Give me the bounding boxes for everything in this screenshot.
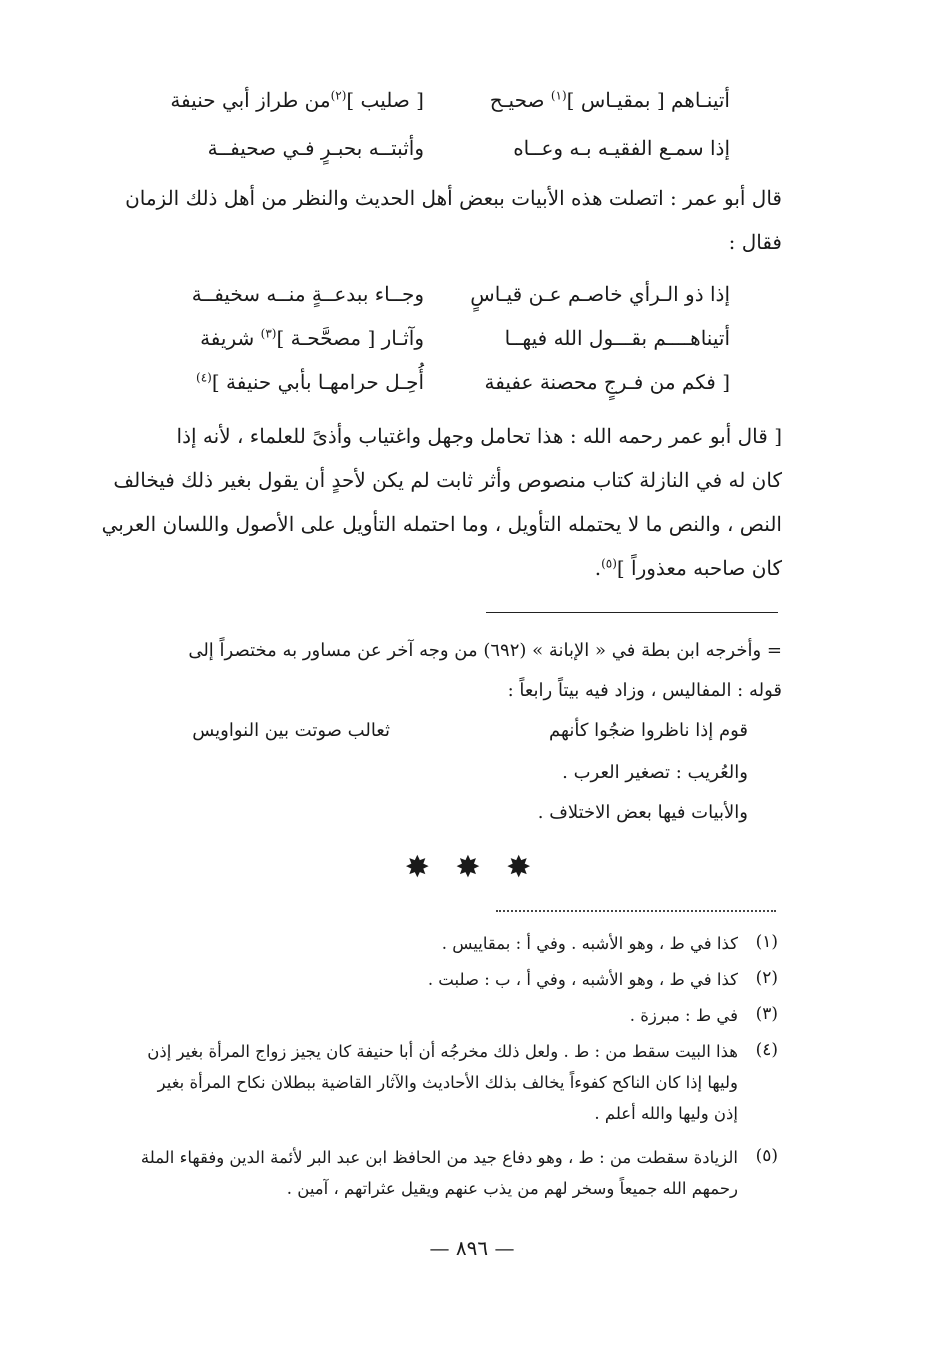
- verse-4-hemistich-2: وآثـار [ مصحَّحـة ]$^{(٣)}$ شريفة: [200, 326, 424, 350]
- verse-3-hemistich-1: إذا ذو الـرأي خاصـم عـن قيـاسٍ: [470, 282, 730, 306]
- verse-1-hemistich-2: [ صليب ]$^{(٢)}$من طراز أبي حنيفة: [170, 88, 424, 112]
- verse-2-hemistich-1: إذا سمـع الفقيـه بـه وعــاه: [513, 136, 730, 160]
- paragraph-line: [ قال أبو عمر رحمه الله : هذا تحامل وجهل واغتياب وأذىً للعلماء ، لأنه إذا: [176, 424, 782, 448]
- verse-5-hemistich-2: أُحِـل حرامهـا بأبي حنيفة ]$^{(٤)}$: [196, 370, 424, 394]
- page-number: — ٨٩٦ —: [429, 1236, 515, 1260]
- footnote-number: (٤): [755, 1040, 778, 1060]
- verse-4-hemistich-1: أتيناهــــم بقـــول الله فيهــا: [504, 326, 730, 350]
- footnote-text: هذا البيت سقط من : ط . ولعل ذلك مخرجُه أن أبا حنيفة كان يجيز زواج المرأة بغير إذن وليها إذا كان الناكح كفوءاً يخالف بذلك الأحاديث والآثار القاضية ببطلان نكاح المرأة بغير إذن وليها والله أعلم .: [147, 1042, 738, 1123]
- verse-1-hemistich-1: أتينـاهم [ بمقيـاس ]$^{(١)}$ صحيـح: [489, 88, 730, 112]
- note-line: والعُريب : تصغير العرب .: [562, 762, 748, 783]
- footnote-number: (٢): [755, 968, 778, 988]
- paragraph-line: قال أبو عمر : اتصلت هذه الأبيات ببعض أهل الحديث والنظر من أهل ذلك الزمان: [125, 186, 782, 210]
- footnote-text: كذا في ط ، وهو الأشبه ، وفي أ ، ب : صلبت .: [427, 970, 738, 989]
- paragraph-line: كان له في النازلة كتاب منصوص وأثر ثابت لم يكن لأحدٍ أن يقول بغير ذلك فيخالف: [113, 468, 782, 492]
- note-line: قوله : المفاليس ، وزاد فيه بيتاً رابعاً :: [507, 680, 782, 701]
- footnote-rule: [486, 612, 778, 613]
- note-verse-hemistich-2: ثعالب صوتت بين النواويس: [192, 720, 390, 741]
- note-line: = وأخرجه ابن بطة في « الإبانة » (٦٩٢) من وجه آخر عن مساور به مختصراً إلى: [188, 640, 782, 661]
- footnote-number: (٣): [755, 1004, 778, 1024]
- verse-3-hemistich-2: وجــاء ببدعــةٍ منــه سخيفــة: [191, 282, 424, 306]
- paragraph-line: فقال :: [728, 230, 782, 254]
- verse-2-hemistich-2: وأثبتــه بحبـرٍ فـي صحيفــة: [207, 136, 424, 160]
- footnote-text: كذا في ط ، وهو الأشبه . وفي أ : بمقاييس .: [441, 934, 738, 953]
- paragraph-line: النص ، والنص ما لا يحتمله التأويل ، وما احتمله التأويل على الأصول واللسان العربي: [101, 512, 782, 536]
- paragraph-line: كان صاحبه معذوراً ]$^{(٥)}$.: [594, 556, 782, 580]
- footnote-number: (٥): [755, 1146, 778, 1166]
- section-separator: ✸ ✸ ✸: [404, 850, 540, 885]
- verse-5-hemistich-1: [ فكم من فـرجٍ محصنة عفيفة: [484, 370, 730, 394]
- note-line: والأبيات فيها بعض الاختلاف .: [537, 802, 748, 823]
- footnote-text: الزيادة سقطت من : ط ، وهو دفاع جيد من الحافظ ابن عبد البر لأئمة الدين وفقهاء الملة رحمهم الله جميعاً وسخر لهم من يذب عنهم ويقيل عثراتهم ، آمين .: [140, 1148, 738, 1198]
- footnotes-divider: [496, 910, 776, 912]
- footnote-number: (١): [755, 932, 778, 952]
- footnote-text: في ط : مبرزة .: [629, 1006, 738, 1025]
- note-verse-hemistich-1: قوم إذا ناظروا ضجُوا كأنهم: [549, 720, 748, 741]
